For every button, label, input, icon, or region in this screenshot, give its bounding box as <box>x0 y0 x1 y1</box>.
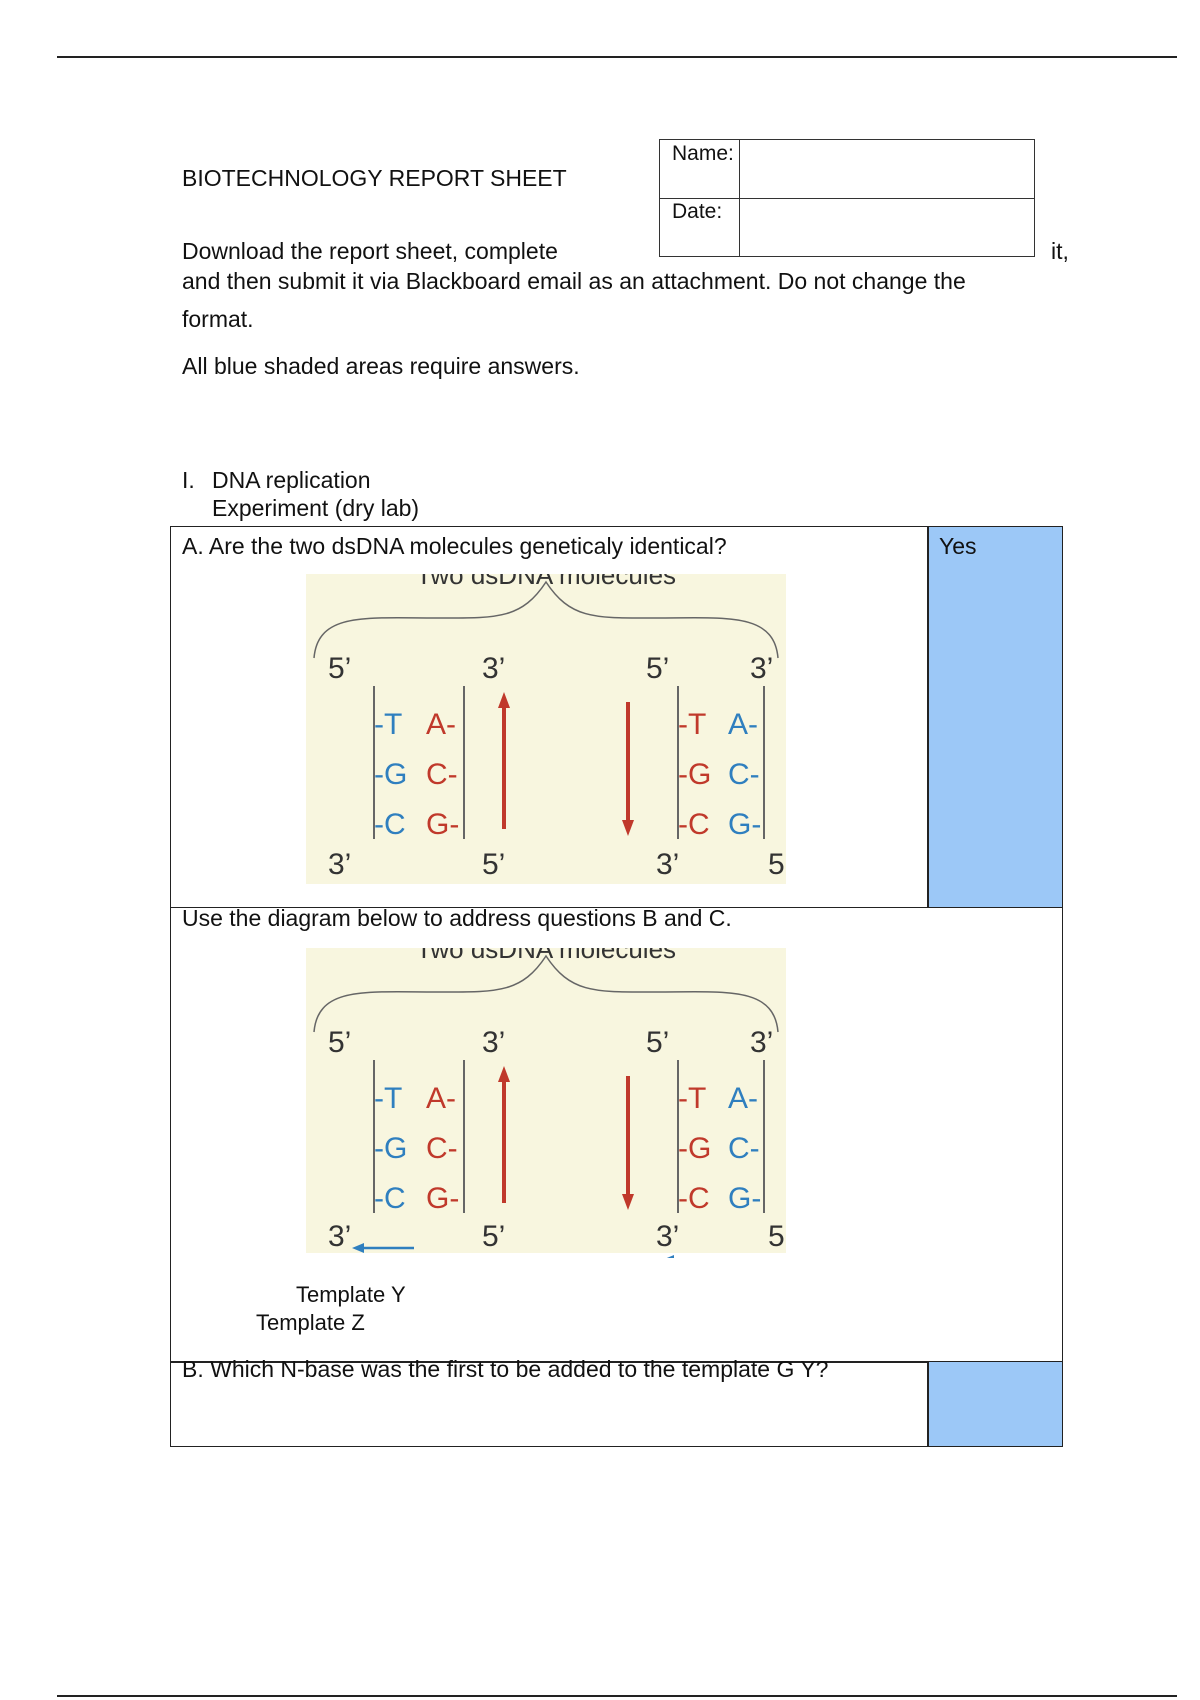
base-right-pair-2: C- <box>728 758 760 791</box>
base-right-pair-1: A- <box>728 708 758 741</box>
base-right-pair-3: G- <box>728 808 762 841</box>
sheet-title: BIOTECHNOLOGY REPORT SHEET <box>182 165 567 191</box>
label-5prime-top-right: 5’ <box>646 1026 670 1059</box>
section-number: I. <box>182 467 195 493</box>
dna-diagram-2 <box>306 948 786 1258</box>
template-z-label: Template Z <box>256 1310 365 1335</box>
intro-text-line3: format. <box>182 306 254 332</box>
question-b-text: B. Which N-base was the first to be added to the template G Y? <box>182 1356 829 1382</box>
date-row <box>660 198 1034 256</box>
base-left-pair-2: C- <box>426 758 458 791</box>
base-right-pair-2: C- <box>728 1132 760 1165</box>
label-5prime-top-left: 5’ <box>328 1026 352 1059</box>
section-subtitle: Experiment (dry lab) <box>212 495 420 521</box>
question-a-answer[interactable]: Yes <box>939 533 977 559</box>
base-left-3: -C <box>374 1182 406 1215</box>
base-left-pair-3: G- <box>426 1182 460 1215</box>
base-left-2: -G <box>374 758 408 791</box>
label-3prime-bottom-right: 3’ <box>656 1220 680 1253</box>
base-left-1: -T <box>374 1082 403 1115</box>
diagram-title: Two dsDNA molecules <box>415 948 677 964</box>
base-right-pair-1: A- <box>728 1082 758 1115</box>
question-a-text: A. Are the two dsDNA molecules geneticaly identical? <box>182 533 727 559</box>
base-left-pair-1: A- <box>426 708 456 741</box>
name-date-table <box>659 139 1035 257</box>
diagram-title: Two dsDNA molecules <box>415 574 677 590</box>
blue-arrow-right-head <box>662 1255 674 1258</box>
intro-text-line2: and then submit it via Blackboard email as an attachment. Do not change the <box>182 268 966 294</box>
name-row <box>660 140 1034 199</box>
instruction-text: All blue shaded areas require answers. <box>182 353 580 379</box>
section-title: DNA replication <box>212 467 371 493</box>
label-3prime-bottom-left: 3’ <box>328 1220 352 1253</box>
name-label: Name: <box>660 140 740 198</box>
name-field[interactable] <box>740 140 1034 198</box>
question-a-answer-area[interactable] <box>928 527 1062 907</box>
label-3prime-top-far: 3’ <box>750 652 774 685</box>
label-3prime-bottom-right: 3’ <box>656 848 680 881</box>
base-right-2: -G <box>678 1132 712 1165</box>
intro-text-part2: it, <box>1051 238 1069 264</box>
intro-text-part1: Download the report sheet, complete <box>182 238 558 264</box>
base-left-2: -G <box>374 1132 408 1165</box>
bottom-rule <box>57 1695 1177 1697</box>
label-3prime-top-far: 3’ <box>750 1026 774 1059</box>
template-y-label: Template Y <box>296 1282 406 1307</box>
base-left-pair-3: G- <box>426 808 460 841</box>
base-left-3: -C <box>374 808 406 841</box>
base-left-1: -T <box>374 708 403 741</box>
question-a-divider <box>927 526 929 908</box>
label-3prime-top-center: 3’ <box>482 1026 506 1059</box>
top-rule <box>57 56 1177 58</box>
base-right-3: -C <box>678 1182 710 1215</box>
date-label: Date: <box>660 198 740 256</box>
base-right-pair-3: G- <box>728 1182 762 1215</box>
label-5prime-bottom-center: 5’ <box>482 848 506 881</box>
label-5prime-top-right: 5’ <box>646 652 670 685</box>
date-field[interactable] <box>740 198 1034 256</box>
label-5prime-top-left: 5’ <box>328 652 352 685</box>
dna-diagram-svg-2 <box>306 948 786 1258</box>
label-3prime-top-center: 3’ <box>482 652 506 685</box>
dna-diagram-1 <box>306 574 786 884</box>
base-right-3: -C <box>678 808 710 841</box>
base-right-1: -T <box>678 708 707 741</box>
label-5-truncated: 5 <box>768 848 785 881</box>
base-left-pair-2: C- <box>426 1132 458 1165</box>
diagram-prompt: Use the diagram below to address questions B and C. <box>182 905 732 931</box>
label-5-truncated: 5 <box>768 1220 785 1253</box>
question-b-answer-area[interactable] <box>928 1362 1062 1446</box>
base-right-2: -G <box>678 758 712 791</box>
base-right-1: -T <box>678 1082 707 1115</box>
dna-diagram-svg-1 <box>306 574 786 884</box>
question-b-divider <box>927 1361 929 1447</box>
base-left-pair-1: A- <box>426 1082 456 1115</box>
label-5prime-bottom-center: 5’ <box>482 1220 506 1253</box>
label-3prime-bottom-left: 3’ <box>328 848 352 881</box>
